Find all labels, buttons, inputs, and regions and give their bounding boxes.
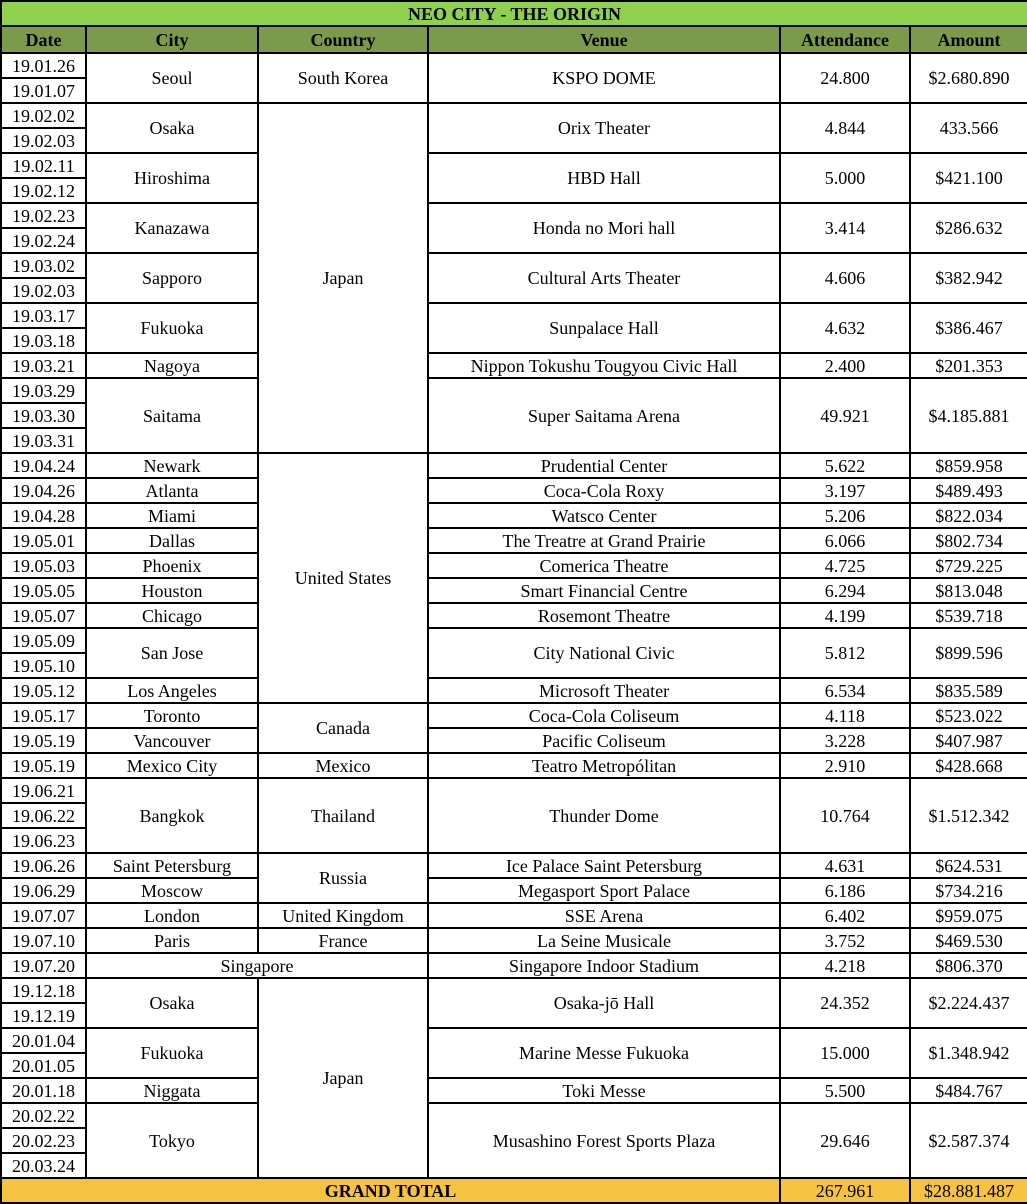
amount-cell: $813.048 bbox=[910, 578, 1027, 603]
table-row bbox=[1, 478, 1027, 503]
attendance-cell: 4.218 bbox=[780, 953, 910, 978]
header-amount: Amount bbox=[910, 26, 1027, 53]
venue-cell: Musashino Forest Sports Plaza bbox=[428, 1103, 780, 1178]
date-cell: 19.03.31 bbox=[1, 428, 86, 453]
amount-cell: $428.668 bbox=[910, 753, 1027, 778]
date-cell: 19.02.03 bbox=[1, 128, 86, 153]
city-cell: Osaka bbox=[86, 978, 258, 1028]
amount-cell: $729.225 bbox=[910, 553, 1027, 578]
amount-cell: $469.530 bbox=[910, 928, 1027, 953]
table-row bbox=[1, 553, 1027, 578]
amount-cell: $624.531 bbox=[910, 853, 1027, 878]
venue-cell: Teatro Metropólitan bbox=[428, 753, 780, 778]
amount-cell: $489.493 bbox=[910, 478, 1027, 503]
city-cell: Houston bbox=[86, 578, 258, 603]
date-cell: 20.01.18 bbox=[1, 1078, 86, 1103]
city-cell: Saitama bbox=[86, 378, 258, 453]
date-cell: 19.05.17 bbox=[1, 703, 86, 728]
city-cell: Nagoya bbox=[86, 353, 258, 378]
attendance-cell: 5.500 bbox=[780, 1078, 910, 1103]
city-cell: Chicago bbox=[86, 603, 258, 628]
attendance-cell: 24.352 bbox=[780, 978, 910, 1028]
date-cell: 19.01.26 bbox=[1, 53, 86, 78]
venue-cell: City National Civic bbox=[428, 628, 780, 678]
date-cell: 19.02.11 bbox=[1, 153, 86, 178]
table-row bbox=[1, 778, 1027, 803]
city-cell: San Jose bbox=[86, 628, 258, 678]
table-row bbox=[1, 103, 1027, 128]
amount-cell: $407.987 bbox=[910, 728, 1027, 753]
date-cell: 20.01.05 bbox=[1, 1053, 86, 1078]
venue-cell: Watsco Center bbox=[428, 503, 780, 528]
attendance-cell: 6.186 bbox=[780, 878, 910, 903]
attendance-cell: 4.631 bbox=[780, 853, 910, 878]
attendance-cell: 29.646 bbox=[780, 1103, 910, 1178]
city-cell: Bangkok bbox=[86, 778, 258, 853]
date-cell: 19.01.07 bbox=[1, 78, 86, 103]
amount-cell: $806.370 bbox=[910, 953, 1027, 978]
attendance-cell: 5.206 bbox=[780, 503, 910, 528]
table-row bbox=[1, 753, 1027, 778]
date-cell: 19.05.19 bbox=[1, 728, 86, 753]
venue-cell: SSE Arena bbox=[428, 903, 780, 928]
city-cell: Fukuoka bbox=[86, 1028, 258, 1078]
table-row bbox=[1, 728, 1027, 753]
date-cell: 19.07.07 bbox=[1, 903, 86, 928]
country-cell: South Korea bbox=[258, 53, 428, 103]
city-cell: Vancouver bbox=[86, 728, 258, 753]
country-cell: Japan bbox=[258, 103, 428, 453]
date-cell: 19.04.26 bbox=[1, 478, 86, 503]
date-cell: 19.03.02 bbox=[1, 253, 86, 278]
attendance-cell: 3.197 bbox=[780, 478, 910, 503]
date-cell: 19.05.03 bbox=[1, 553, 86, 578]
attendance-cell: 6.534 bbox=[780, 678, 910, 703]
amount-cell: $2.224.437 bbox=[910, 978, 1027, 1028]
city-cell: Saint Petersburg bbox=[86, 853, 258, 878]
date-cell: 19.05.01 bbox=[1, 528, 86, 553]
venue-cell: Sunpalace Hall bbox=[428, 303, 780, 353]
date-cell: 19.03.30 bbox=[1, 403, 86, 428]
attendance-cell: 2.400 bbox=[780, 353, 910, 378]
city-cell: Sapporo bbox=[86, 253, 258, 303]
city-cell: Tokyo bbox=[86, 1103, 258, 1178]
city-cell: Newark bbox=[86, 453, 258, 478]
table-row bbox=[1, 853, 1027, 878]
amount-cell: $523.022 bbox=[910, 703, 1027, 728]
date-cell: 19.05.10 bbox=[1, 653, 86, 678]
attendance-cell: 24.800 bbox=[780, 53, 910, 103]
table-row bbox=[1, 953, 1027, 978]
attendance-cell: 4.844 bbox=[780, 103, 910, 153]
date-cell: 19.06.21 bbox=[1, 778, 86, 803]
table-row bbox=[1, 253, 1027, 278]
attendance-cell: 6.294 bbox=[780, 578, 910, 603]
amount-cell: $201.353 bbox=[910, 353, 1027, 378]
attendance-cell: 5.812 bbox=[780, 628, 910, 678]
attendance-cell: 4.118 bbox=[780, 703, 910, 728]
table-row bbox=[1, 1103, 1027, 1128]
city-cell: Miami bbox=[86, 503, 258, 528]
amount-cell: $4.185.881 bbox=[910, 378, 1027, 453]
city-cell: Paris bbox=[86, 928, 258, 953]
amount-cell: $859.958 bbox=[910, 453, 1027, 478]
grand-total-amount: $28.881.487 bbox=[910, 1178, 1027, 1203]
table-row bbox=[1, 678, 1027, 703]
date-cell: 20.02.23 bbox=[1, 1128, 86, 1153]
venue-cell: Nippon Tokushu Tougyou Civic Hall bbox=[428, 353, 780, 378]
amount-cell: $421.100 bbox=[910, 153, 1027, 203]
table-row bbox=[1, 603, 1027, 628]
table-row bbox=[1, 878, 1027, 903]
country-cell: United States bbox=[258, 453, 428, 703]
date-cell: 19.02.03 bbox=[1, 278, 86, 303]
venue-cell: Microsoft Theater bbox=[428, 678, 780, 703]
date-cell: 19.07.10 bbox=[1, 928, 86, 953]
amount-cell: $386.467 bbox=[910, 303, 1027, 353]
venue-cell: Ice Palace Saint Petersburg bbox=[428, 853, 780, 878]
header-country: Country bbox=[258, 26, 428, 53]
city-cell: Kanazawa bbox=[86, 203, 258, 253]
attendance-cell: 49.921 bbox=[780, 378, 910, 453]
date-cell: 19.05.07 bbox=[1, 603, 86, 628]
header-date: Date bbox=[1, 26, 86, 53]
amount-cell: $734.216 bbox=[910, 878, 1027, 903]
table-row bbox=[1, 453, 1027, 478]
city-cell: Seoul bbox=[86, 53, 258, 103]
date-cell: 19.05.05 bbox=[1, 578, 86, 603]
venue-cell: Osaka-jō Hall bbox=[428, 978, 780, 1028]
venue-cell: Honda no Mori hall bbox=[428, 203, 780, 253]
date-cell: 19.02.24 bbox=[1, 228, 86, 253]
table-row bbox=[1, 978, 1027, 1003]
venue-cell: Marine Messe Fukuoka bbox=[428, 1028, 780, 1078]
amount-cell: $959.075 bbox=[910, 903, 1027, 928]
city-cell: Niggata bbox=[86, 1078, 258, 1103]
table-row bbox=[1, 1078, 1027, 1103]
attendance-cell: 15.000 bbox=[780, 1028, 910, 1078]
date-cell: 20.03.24 bbox=[1, 1153, 86, 1178]
country-cell: Canada bbox=[258, 703, 428, 753]
header-city: City bbox=[86, 26, 258, 53]
city-cell: Dallas bbox=[86, 528, 258, 553]
date-cell: 19.07.20 bbox=[1, 953, 86, 978]
country-cell: Thailand bbox=[258, 778, 428, 853]
date-cell: 19.03.29 bbox=[1, 378, 86, 403]
amount-cell: $835.589 bbox=[910, 678, 1027, 703]
header-row bbox=[1, 26, 1027, 53]
venue-cell: HBD Hall bbox=[428, 153, 780, 203]
date-cell: 19.04.24 bbox=[1, 453, 86, 478]
table-row bbox=[1, 353, 1027, 378]
city-cell: Singapore bbox=[86, 953, 428, 978]
amount-cell: $286.632 bbox=[910, 203, 1027, 253]
city-cell: Phoenix bbox=[86, 553, 258, 578]
grand-total-attendance: 267.961 bbox=[780, 1178, 910, 1203]
table-row bbox=[1, 928, 1027, 953]
table-row bbox=[1, 153, 1027, 178]
venue-cell: Prudential Center bbox=[428, 453, 780, 478]
attendance-cell: 4.632 bbox=[780, 303, 910, 353]
date-cell: 19.12.18 bbox=[1, 978, 86, 1003]
amount-cell: $1.512.342 bbox=[910, 778, 1027, 853]
venue-cell: KSPO DOME bbox=[428, 53, 780, 103]
country-cell: France bbox=[258, 928, 428, 953]
city-cell: Atlanta bbox=[86, 478, 258, 503]
city-cell: Los Angeles bbox=[86, 678, 258, 703]
date-cell: 19.02.23 bbox=[1, 203, 86, 228]
table-row bbox=[1, 628, 1027, 653]
grand-total-label: GRAND TOTAL bbox=[1, 1178, 780, 1203]
venue-cell: Coca-Cola Roxy bbox=[428, 478, 780, 503]
attendance-cell: 2.910 bbox=[780, 753, 910, 778]
amount-cell: $539.718 bbox=[910, 603, 1027, 628]
table-row bbox=[1, 703, 1027, 728]
amount-cell: $899.596 bbox=[910, 628, 1027, 678]
amount-cell: $2.680.890 bbox=[910, 53, 1027, 103]
venue-cell: Toki Messe bbox=[428, 1078, 780, 1103]
header-venue: Venue bbox=[428, 26, 780, 53]
attendance-cell: 4.199 bbox=[780, 603, 910, 628]
date-cell: 19.06.22 bbox=[1, 803, 86, 828]
amount-cell: $1.348.942 bbox=[910, 1028, 1027, 1078]
amount-cell: $382.942 bbox=[910, 253, 1027, 303]
date-cell: 19.04.28 bbox=[1, 503, 86, 528]
amount-cell: $484.767 bbox=[910, 1078, 1027, 1103]
venue-cell: Cultural Arts Theater bbox=[428, 253, 780, 303]
city-cell: Moscow bbox=[86, 878, 258, 903]
grand-total-row bbox=[1, 1178, 1027, 1203]
city-cell: Fukuoka bbox=[86, 303, 258, 353]
date-cell: 19.05.19 bbox=[1, 753, 86, 778]
table-row bbox=[1, 528, 1027, 553]
date-cell: 19.03.17 bbox=[1, 303, 86, 328]
attendance-cell: 6.402 bbox=[780, 903, 910, 928]
date-cell: 19.06.29 bbox=[1, 878, 86, 903]
date-cell: 19.06.23 bbox=[1, 828, 86, 853]
venue-cell: Smart Financial Centre bbox=[428, 578, 780, 603]
date-cell: 19.03.21 bbox=[1, 353, 86, 378]
date-cell: 19.05.12 bbox=[1, 678, 86, 703]
table-title: NEO CITY - THE ORIGIN bbox=[1, 1, 1027, 26]
venue-cell: Pacific Coliseum bbox=[428, 728, 780, 753]
amount-cell: $2.587.374 bbox=[910, 1103, 1027, 1178]
venue-cell: Thunder Dome bbox=[428, 778, 780, 853]
venue-cell: Coca-Cola Coliseum bbox=[428, 703, 780, 728]
attendance-cell: 3.414 bbox=[780, 203, 910, 253]
date-cell: 19.05.09 bbox=[1, 628, 86, 653]
country-cell: Mexico bbox=[258, 753, 428, 778]
attendance-cell: 6.066 bbox=[780, 528, 910, 553]
city-cell: Hiroshima bbox=[86, 153, 258, 203]
date-cell: 19.02.12 bbox=[1, 178, 86, 203]
country-cell: Russia bbox=[258, 853, 428, 903]
date-cell: 20.02.22 bbox=[1, 1103, 86, 1128]
table-row bbox=[1, 203, 1027, 228]
venue-cell: La Seine Musicale bbox=[428, 928, 780, 953]
amount-cell: $802.734 bbox=[910, 528, 1027, 553]
table-row bbox=[1, 1028, 1027, 1053]
amount-cell: $822.034 bbox=[910, 503, 1027, 528]
table-row bbox=[1, 303, 1027, 328]
attendance-cell: 4.606 bbox=[780, 253, 910, 303]
table-row bbox=[1, 578, 1027, 603]
attendance-cell: 3.228 bbox=[780, 728, 910, 753]
table-row bbox=[1, 378, 1027, 403]
venue-cell: Comerica Theatre bbox=[428, 553, 780, 578]
city-cell: Toronto bbox=[86, 703, 258, 728]
table-row bbox=[1, 903, 1027, 928]
table-row bbox=[1, 53, 1027, 78]
attendance-cell: 10.764 bbox=[780, 778, 910, 853]
city-cell: Mexico City bbox=[86, 753, 258, 778]
venue-cell: The Treatre at Grand Prairie bbox=[428, 528, 780, 553]
venue-cell: Orix Theater bbox=[428, 103, 780, 153]
city-cell: London bbox=[86, 903, 258, 928]
city-cell: Osaka bbox=[86, 103, 258, 153]
title-row bbox=[1, 1, 1027, 26]
venue-cell: Super Saitama Arena bbox=[428, 378, 780, 453]
attendance-cell: 5.622 bbox=[780, 453, 910, 478]
attendance-cell: 3.752 bbox=[780, 928, 910, 953]
date-cell: 20.01.04 bbox=[1, 1028, 86, 1053]
date-cell: 19.02.02 bbox=[1, 103, 86, 128]
attendance-cell: 5.000 bbox=[780, 153, 910, 203]
venue-cell: Megasport Sport Palace bbox=[428, 878, 780, 903]
date-cell: 19.12.19 bbox=[1, 1003, 86, 1028]
venue-cell: Rosemont Theatre bbox=[428, 603, 780, 628]
date-cell: 19.06.26 bbox=[1, 853, 86, 878]
attendance-cell: 4.725 bbox=[780, 553, 910, 578]
country-cell: United Kingdom bbox=[258, 903, 428, 928]
country-cell: Japan bbox=[258, 978, 428, 1178]
table-row bbox=[1, 503, 1027, 528]
date-cell: 19.03.18 bbox=[1, 328, 86, 353]
header-attendance: Attendance bbox=[780, 26, 910, 53]
venue-cell: Singapore Indoor Stadium bbox=[428, 953, 780, 978]
amount-cell: 433.566 bbox=[910, 103, 1027, 153]
